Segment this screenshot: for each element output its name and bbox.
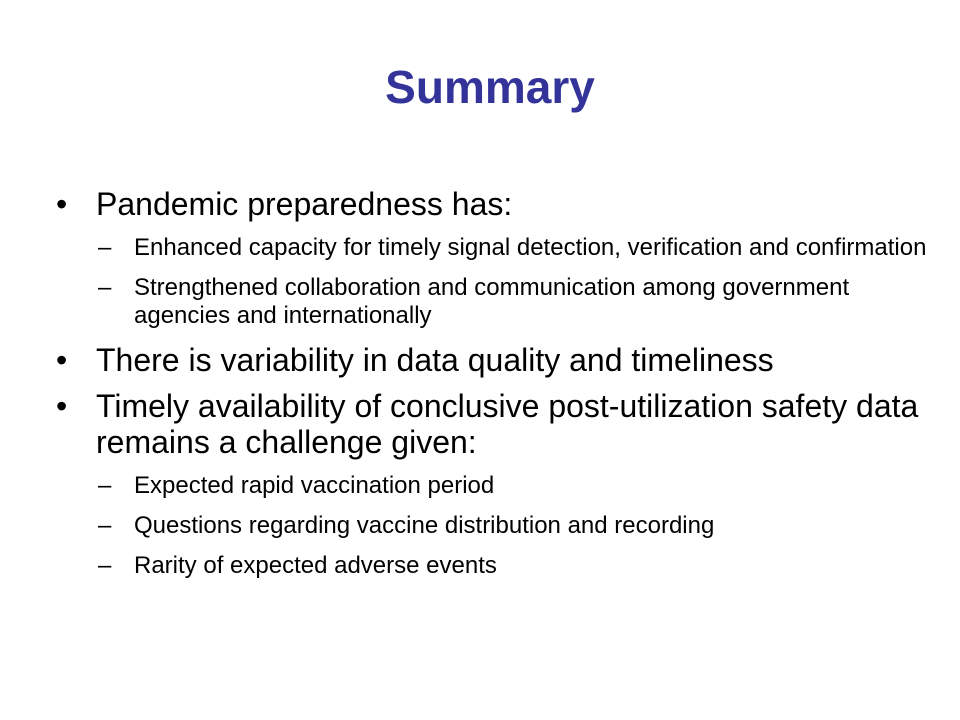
sub-item-text: Rarity of expected adverse events <box>134 552 497 579</box>
bullet-text: Timely availability of conclusive post-utilization safety data remains a challenge given: <box>96 388 919 460</box>
bullet-marker: • <box>56 388 68 424</box>
dash-marker: – <box>98 472 112 499</box>
bullet-item <box>56 388 936 580</box>
sub-item-text: Questions regarding vaccine distribution and recording <box>134 512 715 539</box>
sub-item-text: Strengthened collaboration and communication among government agencies and internationally <box>134 274 850 329</box>
bullet-marker: • <box>56 186 68 222</box>
sub-list <box>96 234 936 330</box>
bullet-text: There is variability in data quality and timeliness <box>96 342 774 378</box>
dash-marker: – <box>98 512 112 539</box>
bullet-item <box>56 186 936 330</box>
dash-marker: – <box>98 552 112 579</box>
bullet-marker: • <box>56 342 68 378</box>
sub-item <box>94 552 936 580</box>
dash-marker: – <box>98 274 112 301</box>
slide-title: Summary <box>385 61 595 113</box>
sub-list <box>96 472 936 580</box>
sub-item <box>94 274 936 330</box>
bullet-text: Pandemic preparedness has: <box>96 186 513 222</box>
bullet-list <box>56 186 936 592</box>
sub-item <box>94 472 936 500</box>
dash-marker: – <box>98 234 112 261</box>
sub-item <box>94 512 936 540</box>
sub-item-text: Expected rapid vaccination period <box>134 472 495 499</box>
sub-item-text: Enhanced capacity for timely signal detection, verification and confirmation <box>134 234 927 261</box>
sub-item <box>94 234 936 262</box>
bullet-item <box>56 342 936 378</box>
